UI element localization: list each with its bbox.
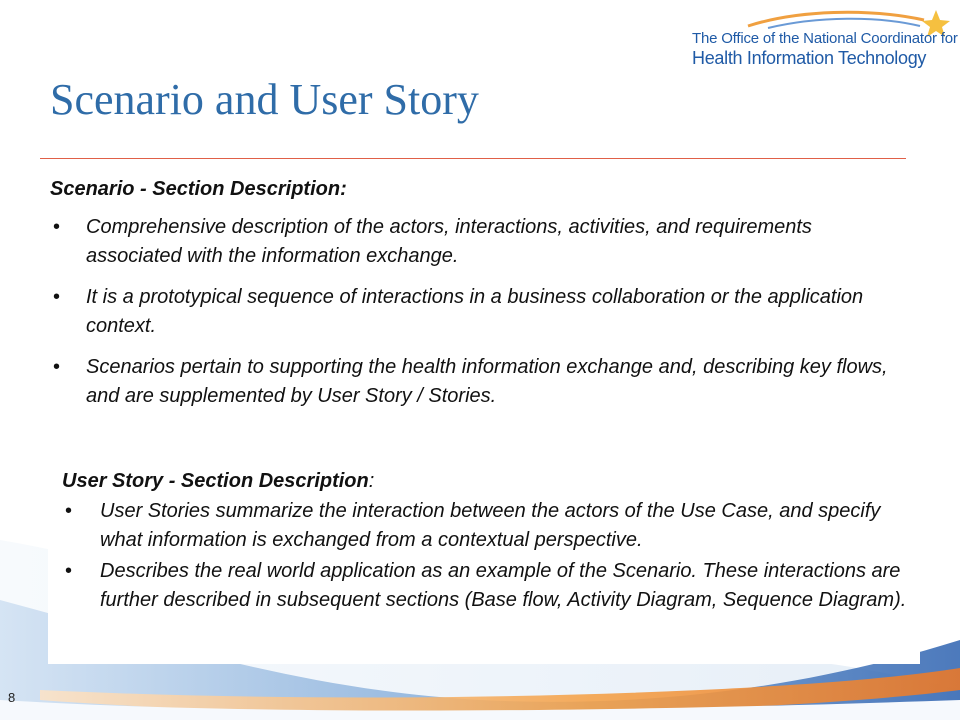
user-story-heading	[62, 467, 922, 495]
scenario-bullet-text: Comprehensive description of the actors, interactions, activities, and requirements associated with the information exchange.	[86, 216, 812, 267]
title-divider	[40, 158, 906, 159]
logo-line-1: The Office of the National Coordinator for	[692, 30, 958, 47]
scenario-bullet-list	[50, 213, 910, 411]
bullet-icon: •	[65, 560, 73, 582]
user-story-bullet-list	[62, 497, 922, 615]
list-item	[50, 283, 910, 341]
user-story-bullet-text: Describes the real world application as an example of the Scenario. These interactions are further described in subsequent sections (Base flow, Activity Diagram, Sequence Diagram).	[100, 560, 907, 611]
page-title: Scenario and User Story	[50, 75, 479, 124]
bullet-icon: •	[53, 356, 61, 378]
list-item	[50, 353, 910, 411]
scenario-bullet-text: It is a prototypical sequence of interactions in a business collaboration or the application context.	[86, 286, 864, 337]
bullet-icon: •	[65, 500, 73, 522]
page-number: 8	[8, 690, 16, 705]
list-item	[62, 557, 922, 615]
logo-line-2: Health Information Technology	[692, 48, 927, 68]
user-story-heading-text: User Story - Section Description	[62, 470, 369, 492]
user-story-heading-colon: :	[368, 470, 375, 492]
user-story-section	[62, 467, 922, 617]
onc-logo	[688, 8, 958, 70]
scenario-bullet-text: Scenarios pertain to supporting the health information exchange and, describing key flows, and are supplemented by User Story / Stories.	[86, 356, 888, 407]
bullet-icon: •	[53, 216, 61, 238]
list-item	[62, 497, 922, 555]
scenario-section	[50, 175, 910, 423]
list-item	[50, 213, 910, 271]
scenario-heading: Scenario - Section Description:	[50, 178, 347, 200]
bullet-icon: •	[53, 286, 61, 308]
user-story-bullet-text: User Stories summarize the interaction between the actors of the Use Case, and specify what information is exchanged from a contextual perspective.	[100, 500, 881, 551]
